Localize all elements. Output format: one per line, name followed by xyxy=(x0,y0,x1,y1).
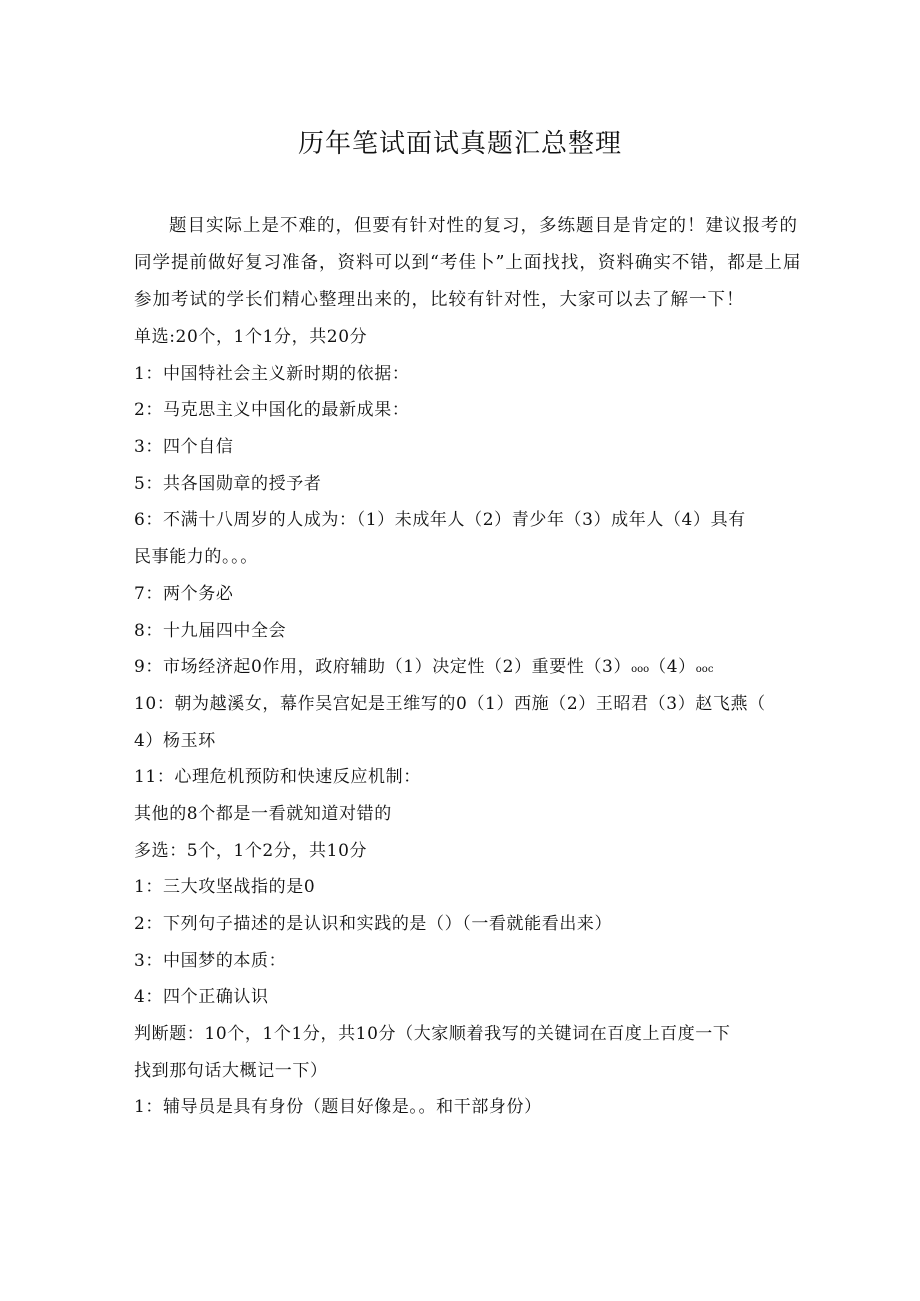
note-line: 其他的8个都是一看就知道对错的 xyxy=(134,803,392,824)
list-item xyxy=(134,649,794,686)
list-item: 1：中国特社会主义新时期的依据： xyxy=(134,363,410,384)
small-text: ooc xyxy=(695,664,714,676)
section-heading-true-false: 判断题：10个，1个1分，共10分（大家顺着我写的关键词在百度上百度一下 xyxy=(134,1024,731,1045)
list-item: 3：中国梦的本质： xyxy=(134,950,287,971)
section-heading-multiple-choice: 多选：5个，1个2分，共10分 xyxy=(134,840,368,861)
list-item: 7：两个务必 xyxy=(134,583,234,604)
list-item: 11：心理危机预防和快速反应机制： xyxy=(134,767,421,788)
list-item-text: 9：市场经济起0作用，政府辅助（1）决定性（2）重要性（3） xyxy=(134,657,632,678)
list-item: 2：下列句子描述的是认识和实践的是（）（一看就能看出来） xyxy=(134,914,613,934)
list-item: 2：马克思主义中国化的最新成果： xyxy=(134,400,410,421)
list-item: 1：辅导员是具有身份（题目好像是。。和干部身份） xyxy=(134,1097,542,1118)
list-item: 1：三大攻坚战指的是0 xyxy=(134,877,316,898)
list-item: 4：四个正确认识 xyxy=(134,987,269,1008)
list-item-continuation: 4）杨玉环 xyxy=(134,730,216,751)
list-item: 3：四个自信 xyxy=(134,437,234,458)
list-item: 6：不满十八周岁的人成为：（1）未成年人（2）青少年（3）成年人（4）具有 xyxy=(134,510,746,531)
section-heading-continuation: 找到那句话大概记一下） xyxy=(134,1060,328,1081)
intro-paragraph: 题目实际上是不难的，但要有针对性的复习，多练题目是肯定的！建议报考的同学提前做好复习准备，资料可以到“考佳卜”上面找找，资料确实不错，都是上届参加考试的学长们精心整理出来的，比较有针对性，大家可以去了解一下！ xyxy=(134,216,802,310)
section-heading-single-choice: 单选:20个，1个1分，共20分 xyxy=(134,327,368,347)
list-item-text: （4） xyxy=(649,657,696,678)
list-item: 10：朝为越溪女，幕作吴宫妃是王维写的0（1）西施（2）王昭君（3）赵飞燕（ xyxy=(134,693,766,714)
list-item: 5：共各国勋章的授予者 xyxy=(134,473,322,494)
list-item-continuation: 民事能力的。。。 xyxy=(134,547,258,568)
small-text: ooo xyxy=(631,664,650,676)
question-list xyxy=(134,319,794,1126)
list-item: 8：十九届四中全会 xyxy=(134,620,287,641)
document-title: 历年笔试面试真题汇总整理 xyxy=(297,129,622,159)
